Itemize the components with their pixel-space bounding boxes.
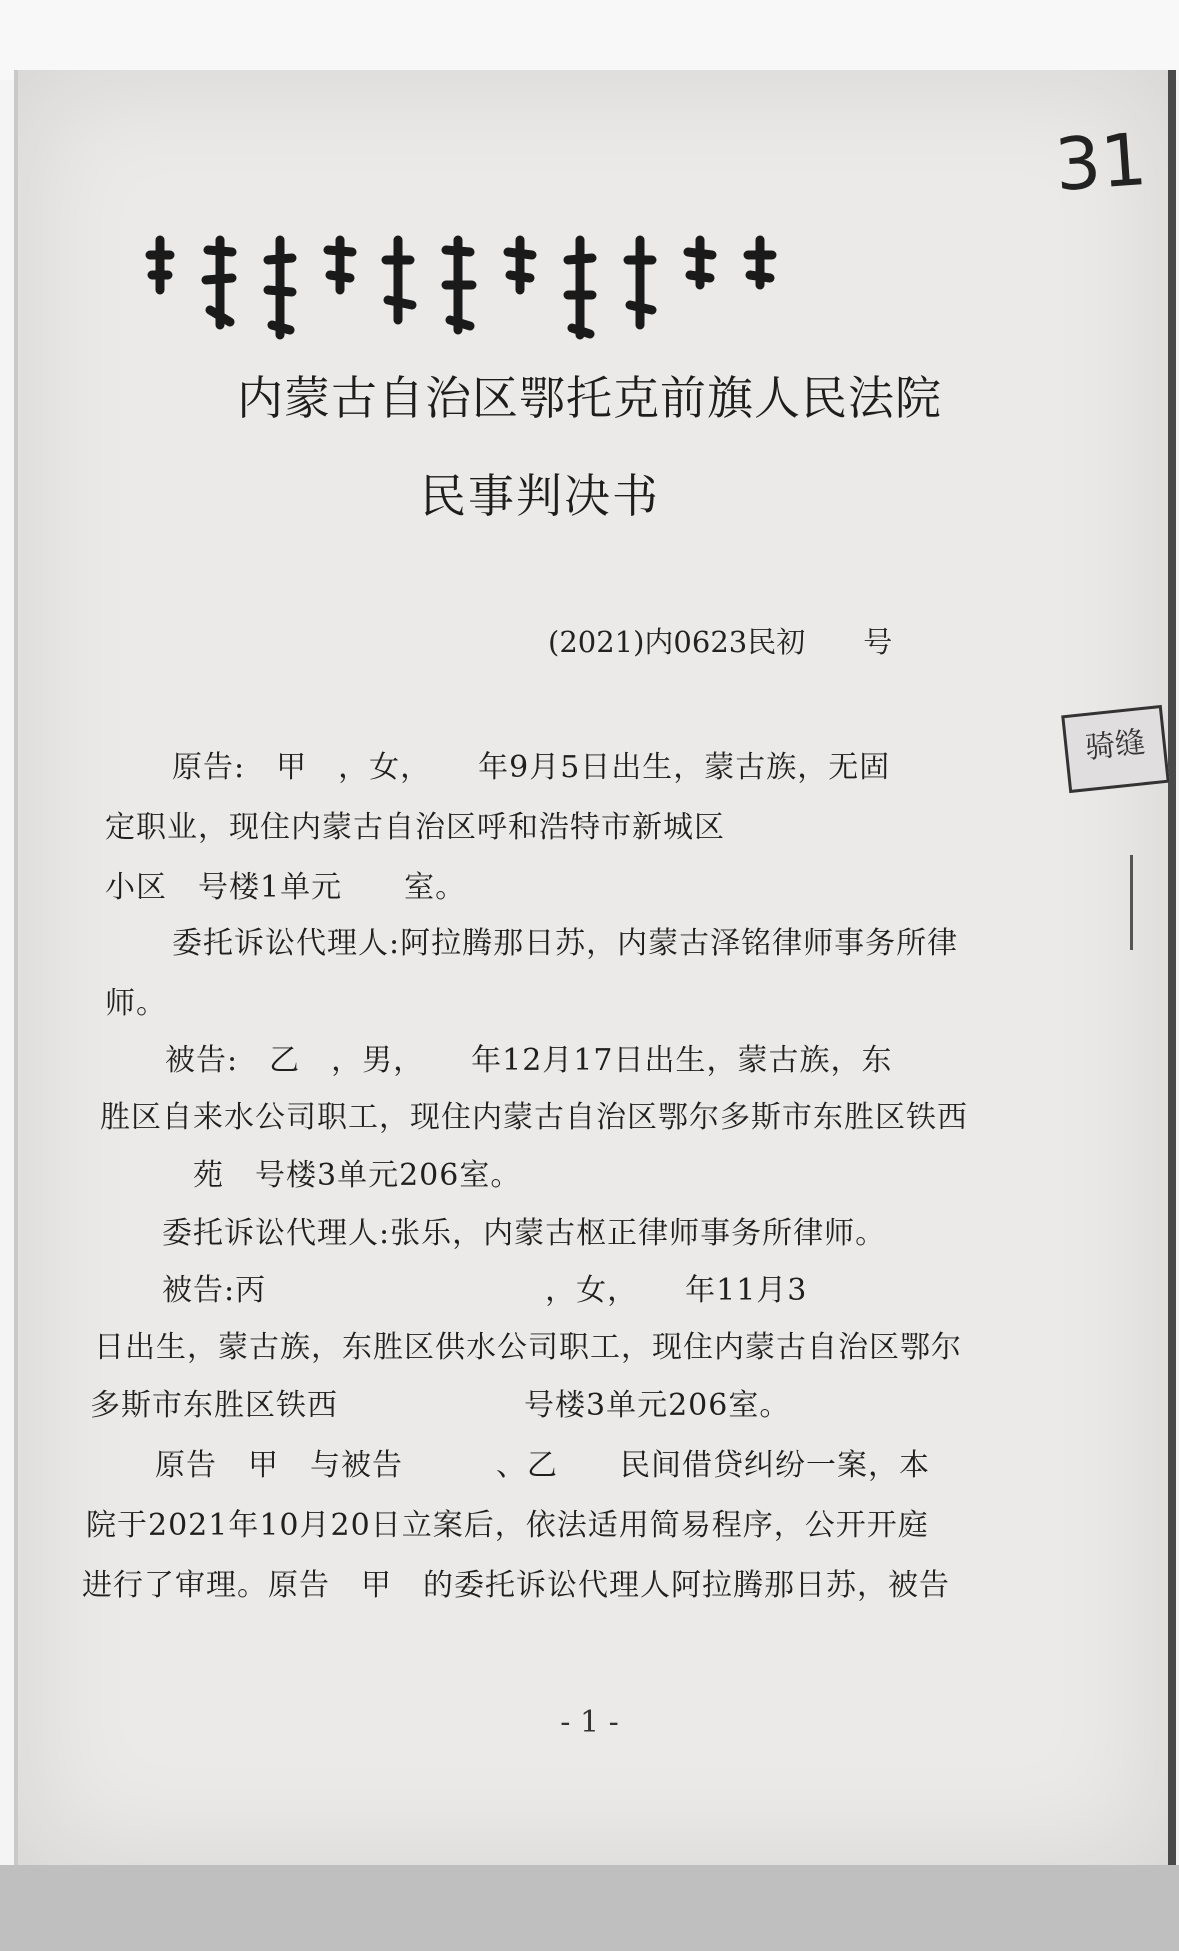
handwritten-page-number: 31 [1052, 116, 1150, 208]
body-line: 日出生，蒙古族，东胜区供水公司职工，现住内蒙古自治区鄂尔 [94, 1330, 962, 1365]
body-line: 委托诉讼代理人:张乐，内蒙古枢正律师事务所律师。 [162, 1216, 887, 1251]
paper-back-edge [0, 0, 1179, 80]
scanner-bottom-edge [0, 1865, 1179, 1951]
body-line: 定职业，现住内蒙古自治区呼和浩特市新城区 [105, 810, 725, 845]
margin-mark [1130, 855, 1133, 950]
court-name: 内蒙古自治区鄂托克前旗人民法院 [237, 371, 942, 425]
body-line: 师。 [105, 986, 167, 1021]
document-type: 民事判决书 [420, 469, 660, 523]
body-line: 院于2021年10月20日立案后，依法适用简易程序，公开开庭 [86, 1508, 929, 1543]
body-line: 多斯市东胜区铁西 号楼3单元206室。 [90, 1388, 791, 1423]
seam-seal-stamp: 骑缝 [1061, 705, 1170, 793]
page-number-footer: - 1 - [560, 1705, 619, 1740]
body-line: 小区 号楼1单元 室。 [105, 870, 467, 905]
body-line: 原告 甲 与被告 、乙 民间借贷纠纷一案，本 [155, 1448, 930, 1483]
body-line: 原告: 甲 ，女， 年9月5日出生，蒙古族，无固 [172, 750, 891, 785]
body-line: 被告:丙 ，女， 年11月3 [162, 1273, 808, 1308]
body-line: 被告: 乙 ，男， 年12月17日出生，蒙古族，东 [165, 1043, 893, 1078]
body-line: 胜区自来水公司职工，现住内蒙古自治区鄂尔多斯市东胜区铁西 [100, 1100, 968, 1135]
body-line: 苑 号楼3单元206室。 [100, 1158, 522, 1193]
body-line: 委托诉讼代理人:阿拉腾那日苏，内蒙古泽铭律师事务所律 [172, 926, 959, 961]
mongolian-script-title [140, 230, 960, 350]
case-number: (2021)内0623民初 号 [548, 625, 893, 659]
body-line: 进行了审理。原告 甲 的委托诉讼代理人阿拉腾那日苏，被告 [82, 1568, 950, 1603]
